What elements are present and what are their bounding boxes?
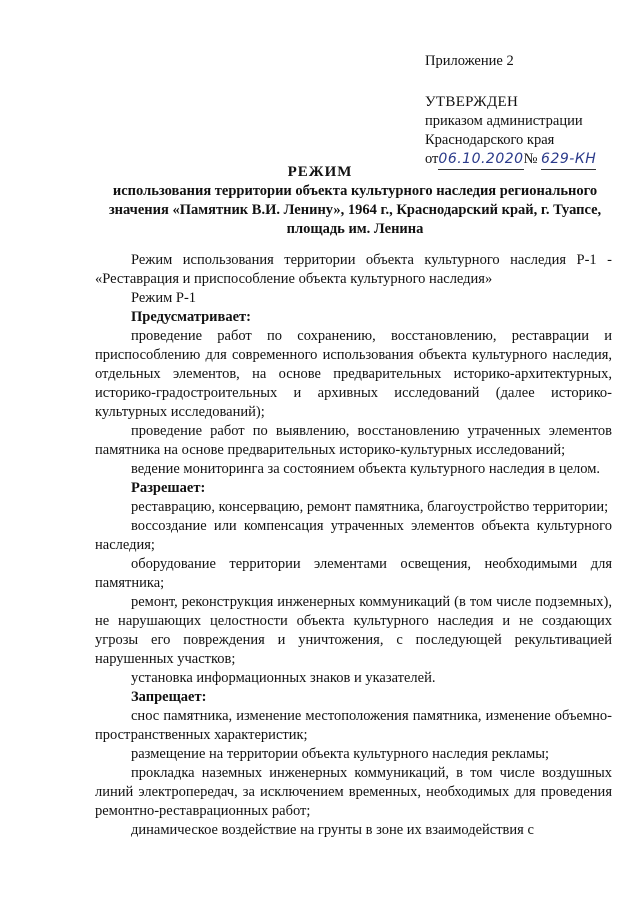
- paragraph: реставрацию, консервацию, ремонт памятника, благоустройство территории;: [131, 499, 609, 515]
- paragraph: проведение работ по выявлению, восстановлению утраченных элементов памятника на основе предварительных историко-культурных исследований;: [95, 423, 612, 458]
- paragraph: прокладка наземных инженерных коммуникаций, в том числе воздушных линий электропередач, за исключением временных, необходимых для проведения ремонтно-реставрационных работ;: [95, 765, 612, 819]
- paragraph: ведение мониторинга за состоянием объекта культурного наследия в целом.: [131, 461, 601, 477]
- handwritten-date: 06.10.2020: [438, 150, 523, 170]
- paragraph: Режим использования территории объекта культурного наследия Р-1 - «Реставрация и приспособление объекта культурного наследия»: [95, 252, 612, 287]
- paragraph: воссоздание или компенсация утраченных элементов объекта культурного наследия;: [95, 518, 612, 553]
- paragraph: снос памятника, изменение местоположения памятника, изменение объемно-пространственных характеристик;: [95, 708, 612, 743]
- paragraph: размещение на территории объекта культурного наследия рекламы;: [131, 746, 550, 762]
- document-title: РЕЖИМ: [287, 164, 353, 180]
- date-prefix: от: [425, 151, 439, 167]
- paragraph: установка информационных знаков и указателей.: [131, 670, 436, 686]
- approval-line-1: приказом администрации: [425, 113, 583, 129]
- section-heading: Предусматривает:: [131, 309, 252, 325]
- number-prefix: №: [523, 151, 538, 167]
- approval-block: [425, 93, 596, 170]
- document-subtitle: использования территории объекта культурного наследия регионального значения «Памятник В.И. Ленину», 1964 г., Краснодарский край, г. Туапсе, площадь им. Ленина: [108, 183, 602, 237]
- document-body: [95, 251, 612, 840]
- paragraph: Режим Р-1: [131, 290, 197, 306]
- section-heading: Запрещает:: [131, 689, 207, 705]
- section-heading: Разрешает:: [131, 480, 206, 496]
- paragraph: динамическое воздействие на грунты в зоне их взаимодействия с: [131, 822, 534, 838]
- approved-label: УТВЕРЖДЕН: [425, 94, 519, 110]
- paragraph: оборудование территории элементами освещения, необходимыми для памятника;: [95, 556, 612, 591]
- annex-label: Приложение 2: [425, 53, 514, 69]
- paragraph: ремонт, реконструкция инженерных коммуникаций (в том числе подземных), не нарушающих целостности объекта культурного наследия и не создающих угрозы его повреждения и уничтожения, с последующей рекультивацией нарушенных участков;: [95, 594, 612, 667]
- handwritten-number: 629-КН: [541, 150, 596, 170]
- approval-line-2: Краснодарского края: [425, 132, 555, 148]
- paragraph: проведение работ по сохранению, восстановлению, реставрации и приспособлению для современного использования объекта культурного наследия, отдельных элементов, на основе предварительных историко-архитектурных, историко-градостроительных и архивных исследований (далее историко-культурных исследований);: [95, 328, 612, 420]
